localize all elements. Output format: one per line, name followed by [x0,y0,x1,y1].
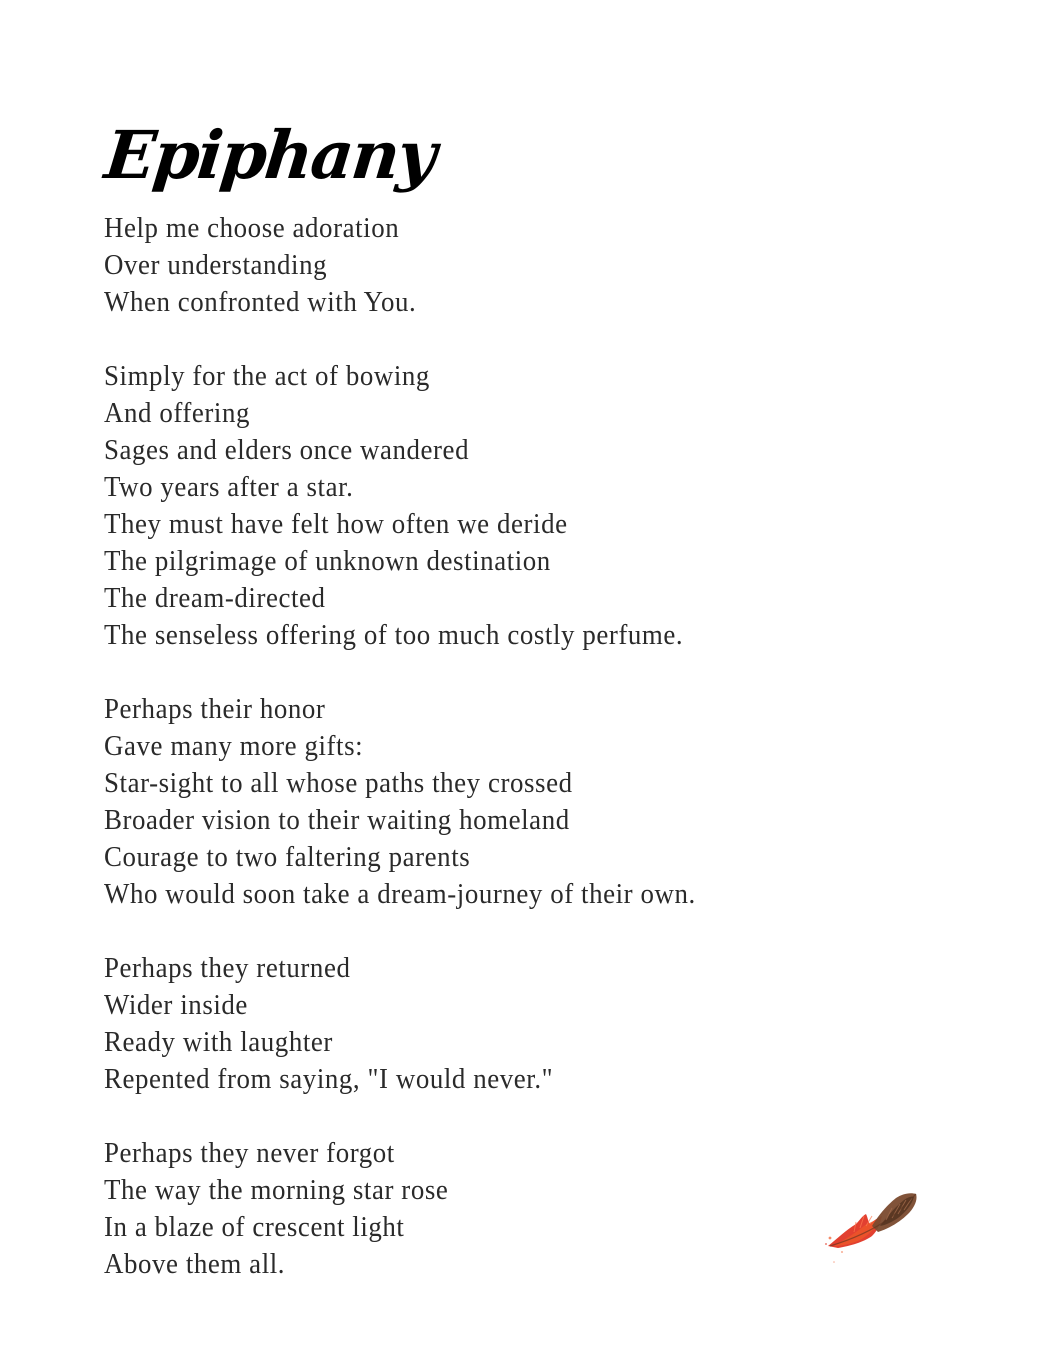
poem-line: Repented from saying, "I would never." [104,1064,554,1095]
poem-line: The senseless offering of too much costly perfume. [104,620,684,651]
poem-line: The pilgrimage of unknown destination [104,546,551,577]
poem-line: Help me choose adoration [104,213,400,244]
poem-line: When confronted with You. [104,287,417,318]
poem-line: Above them all. [104,1249,286,1280]
poem-line: Wider inside [104,990,248,1021]
stanza-2 [104,358,924,654]
poem-line: Courage to two faltering parents [104,842,471,873]
poem-line: Sages and elders once wandered [104,435,470,466]
poem-line: The dream-directed [104,583,326,614]
stanza-3 [104,691,924,913]
poem-line: Perhaps their honor [104,694,326,725]
poem-line: Over understanding [104,250,328,281]
poem-line: They must have felt how often we deride [104,509,568,540]
poem-body [104,210,924,1320]
poem-line: Ready with laughter [104,1027,333,1058]
poem-line: Two years after a star. [104,472,354,503]
poem-line: Gave many more gifts: [104,731,364,762]
poem-line: And offering [104,398,251,429]
stanza-1 [104,210,924,321]
poem-line: The way the morning star rose [104,1175,449,1206]
stanza-4 [104,950,924,1098]
poem-line: Who would soon take a dream-journey of their own. [104,879,696,910]
poem-line: Broader vision to their waiting homeland [104,805,570,836]
poem-line: In a blaze of crescent light [104,1212,405,1243]
feather-icon [820,1186,924,1266]
stanza-5 [104,1135,924,1283]
poem-line: Star-sight to all whose paths they crossed [104,768,573,799]
poem-title: Epiphany [101,116,439,195]
poem-line: Perhaps they never forgot [104,1138,395,1169]
poem-line: Simply for the act of bowing [104,361,430,392]
poem-line: Perhaps they returned [104,953,351,984]
